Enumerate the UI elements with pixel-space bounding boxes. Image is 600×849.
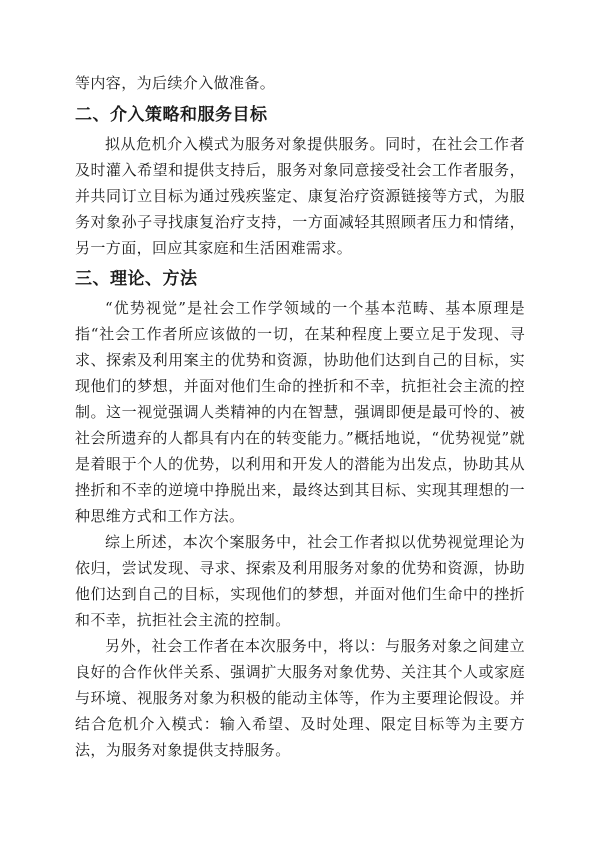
paragraph-strategy: 拟从危机介入模式为服务对象提供服务。同时，在社会工作者及时灌入希望和提供支持后，服务对象同意接受社会工作者服务，并共同订立目标为通过残疾鉴定、康复治疗资源链接等方式，为服务对象孙子寻找康复治疗支持，一方面减轻其照顾者压力和情绪，另一方面，回应其家庭和生活困难需求。 (75, 135, 525, 257)
intro-line: 等内容，为后续介入做准备。 (75, 74, 276, 92)
paragraph-strengths-perspective: “优势视觉”是社会工作学领域的一个基本范畴、基本原理是指“社会工作者所应该做的一切，在某种程度上要立足于发现、寻求、探索及利用案主的优势和资源，协助他们达到自己的目标，实现他们的梦想，并面对他们生命的挫折和不幸，抗拒社会主流的控制。这一视觉强调人类精神的内在智慧，强调即便是最可怜的、被社会所遗弃的人都具有内在的转变能力。”概括地说，“优势视觉”就是着眼于个人的优势，以利用和开发人的潜能为出发点，协助其从挫折和不幸的逆境中挣脱出来，最终达到其目标、实现其理想的一种思维方式和工作方法。 (75, 299, 525, 525)
section-heading-strategy: 二、介入策略和服务目标 (75, 105, 268, 125)
paragraph-methods: 另外，社会工作者在本次服务中，将以：与服务对象之间建立良好的合作伙伴关系、强调扩大服务对象优势、关注其个人或家庭与环境、视服务对象为积极的能动主体等，作为主要理论假设。并结合危机介入模式：输入希望、及时处理、限定目标等为主要方法，为服务对象提供支持服务。 (75, 637, 525, 759)
document-page (75, 70, 525, 763)
section-heading-theory: 三、理论、方法 (75, 269, 198, 289)
paragraph-summary: 综上所述，本次个案服务中，社会工作者拟以优势视觉理论为依归，尝试发现、寻求、探索及利用服务对象的优势和资源，协助他们达到自己的目标，实现他们的梦想，并面对他们生命中的挫折和不幸，抗拒社会主流的控制。 (75, 533, 525, 629)
